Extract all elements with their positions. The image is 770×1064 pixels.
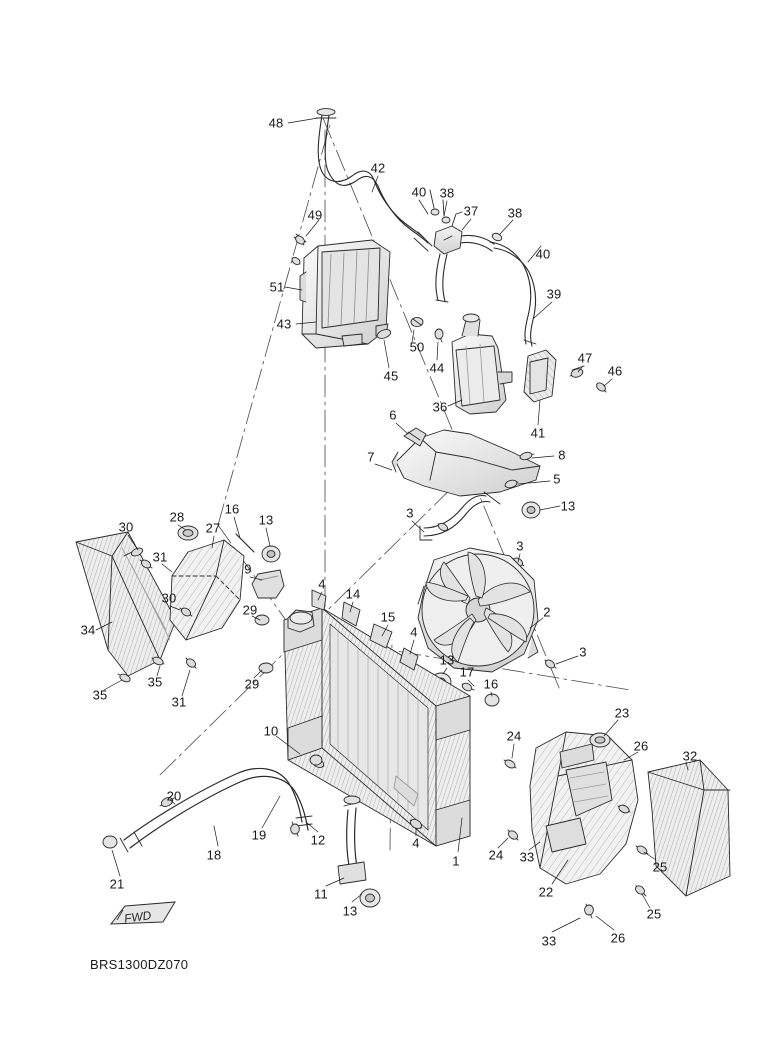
callout-44: 44 (429, 360, 445, 376)
callout-30a: 30 (118, 519, 134, 535)
callout-3c: 3 (579, 644, 587, 660)
callout-16a: 16 (224, 501, 240, 517)
callout-4a: 4 (318, 576, 326, 592)
callout-29b: 29 (244, 676, 260, 692)
callout-46: 46 (607, 363, 623, 379)
callout-33b: 33 (541, 933, 557, 949)
callout-40a: 40 (411, 184, 427, 200)
callout-23: 23 (614, 705, 630, 721)
callout-9: 9 (244, 561, 252, 577)
callout-47: 47 (577, 350, 593, 366)
callout-39: 39 (546, 286, 562, 302)
callout-24b: 24 (488, 847, 504, 863)
callout-31b: 31 (171, 694, 187, 710)
callout-31a: 31 (152, 549, 168, 565)
callout-34: 34 (80, 622, 96, 638)
callout-35b: 35 (147, 674, 163, 690)
callout-13a: 13 (560, 498, 576, 514)
callout-49: 49 (307, 207, 323, 223)
callout-12: 12 (310, 832, 326, 848)
callout-2: 2 (543, 604, 551, 620)
callout-5: 5 (553, 471, 561, 487)
callout-26b: 26 (610, 930, 626, 946)
callout-41: 41 (530, 425, 546, 441)
callout-22: 22 (538, 884, 554, 900)
callout-18: 18 (206, 847, 222, 863)
callout-26a: 26 (633, 738, 649, 754)
callout-4c: 4 (412, 835, 420, 851)
callout-40b: 40 (535, 246, 551, 262)
callout-42: 42 (370, 160, 386, 176)
fwd-label-text: FWD (123, 908, 153, 926)
callout-36: 36 (432, 399, 448, 415)
diagram-part-number: BRS1300DZ070 (90, 957, 189, 972)
callout-28: 28 (169, 509, 185, 525)
callout-45: 45 (383, 368, 399, 384)
callout-13c: 13 (439, 652, 455, 668)
callout-15: 15 (380, 609, 396, 625)
callout-37: 37 (463, 203, 479, 219)
callout-32: 32 (682, 748, 698, 764)
callout-51: 51 (269, 279, 285, 295)
callout-7: 7 (367, 449, 375, 465)
callout-29a: 29 (242, 602, 258, 618)
callout-17: 17 (459, 664, 475, 680)
callout-14: 14 (345, 586, 361, 602)
callout-38b: 38 (507, 205, 523, 221)
callout-21: 21 (109, 876, 125, 892)
callout-43: 43 (276, 316, 292, 332)
callout-10: 10 (263, 723, 279, 739)
callout-33a: 33 (519, 849, 535, 865)
callout-25b: 25 (646, 906, 662, 922)
callout-13b: 13 (258, 512, 274, 528)
callout-6: 6 (389, 407, 397, 423)
callout-13d: 13 (342, 903, 358, 919)
callout-11: 11 (314, 886, 328, 902)
callout-38a: 38 (439, 185, 455, 201)
callout-50: 50 (409, 339, 425, 355)
callout-3a: 3 (406, 505, 414, 521)
callout-30b: 30 (161, 590, 177, 606)
callout-48: 48 (268, 115, 284, 131)
callout-25a: 25 (652, 859, 668, 875)
callout-19: 19 (251, 827, 267, 843)
callout-24a: 24 (506, 728, 522, 744)
callout-20: 20 (166, 788, 182, 804)
callout-4b: 4 (410, 624, 418, 640)
callout-3b: 3 (516, 538, 524, 554)
callout-27: 27 (205, 520, 221, 536)
callout-16b: 16 (483, 676, 499, 692)
callout-8: 8 (558, 447, 566, 463)
callout-35a: 35 (92, 687, 108, 703)
callout-1: 1 (452, 853, 460, 869)
